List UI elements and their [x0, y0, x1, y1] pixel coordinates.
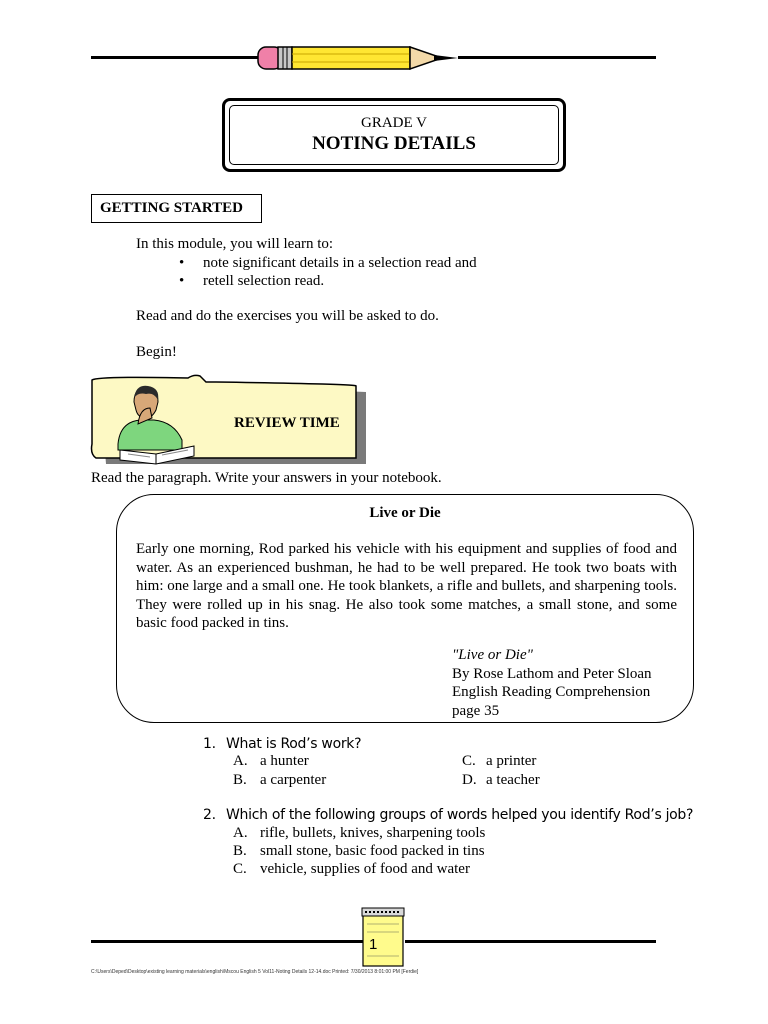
pencil-icon	[252, 44, 464, 72]
student-reading-icon	[110, 384, 200, 466]
q1-option-c-letter: C.	[462, 753, 476, 769]
objective-bullet-2: • retell selection read.	[203, 272, 324, 291]
q2-option-c-letter: C.	[233, 861, 247, 877]
citation-page: page 35	[452, 702, 500, 719]
getting-started-heading: GETTING STARTED	[91, 194, 262, 223]
citation-title: "Live or Die"	[452, 647, 533, 663]
top-rule-right	[458, 56, 656, 59]
page-title: NOTING DETAILS	[312, 133, 476, 154]
file-path-footer: C:\Users\Deped\Desktop\existing learning materials\english\Mscou English 5 Vol11-Noting Details 12-14.doc Printed: 7/30/2013 8:01:00 PM [Ferdie]	[91, 969, 419, 975]
title-inner-frame	[229, 105, 559, 165]
q2-option-b-letter: B.	[233, 843, 247, 859]
q1-option-d: a teacher	[486, 772, 540, 788]
bottom-rule-right	[405, 940, 656, 943]
q2-option-a-letter: A.	[233, 825, 248, 841]
citation-book: English Reading Comprehension	[452, 684, 651, 700]
top-rule-left	[91, 56, 258, 59]
q1-option-a-letter: A.	[233, 753, 248, 769]
objective-bullet-1: • note significant details in a selection read and	[203, 254, 477, 273]
q2-option-b: small stone, basic food packed in tins	[260, 843, 485, 859]
q1-option-c: a printer	[486, 753, 537, 769]
review-time-label: REVIEW TIME	[234, 415, 340, 431]
citation-authors: By Rose Lathom and Peter Sloan	[452, 665, 652, 682]
module-instruction: Read and do the exercises you will be asked to do.	[136, 308, 439, 324]
question-1-number: 1.	[203, 736, 216, 752]
grade-label: GRADE V	[361, 115, 427, 131]
bottom-rule-left	[91, 940, 363, 943]
q1-option-d-letter: D.	[462, 772, 477, 788]
title-box	[222, 98, 566, 172]
story-title: Live or Die	[369, 505, 441, 521]
module-intro: In this module, you will learn to:	[136, 236, 334, 252]
q1-option-a: a hunter	[260, 753, 309, 769]
notepad-icon	[359, 906, 407, 968]
question-2-text: Which of the following groups of words helped you identify Rod’s job?	[226, 807, 694, 823]
q1-option-b: a carpenter	[260, 772, 327, 788]
citation	[452, 646, 652, 720]
review-instruction: Read the paragraph. Write your answers in your notebook.	[91, 470, 442, 486]
q2-option-a: rifle, bullets, knives, sharpening tools	[260, 825, 486, 841]
story-paragraph: Early one morning, Rod parked his vehicle with his equipment and supplies of food and water. As an experienced bushman, he had to be well prepared. He took two boats with him: one large and a small one. He took blankets, a rifle and bullets, and sharpening tools. They were rolled up in his snag. He also took some matches, a small stone, and some basic food packed in tins.	[136, 541, 677, 631]
q1-option-b-letter: B.	[233, 772, 247, 788]
begin-text: Begin!	[136, 344, 177, 360]
page-number: 1	[369, 936, 378, 953]
question-2-number: 2.	[203, 807, 216, 823]
q2-option-c: vehicle, supplies of food and water	[260, 861, 470, 877]
story-box	[116, 494, 694, 723]
question-1-text: What is Rod’s work?	[226, 736, 362, 752]
